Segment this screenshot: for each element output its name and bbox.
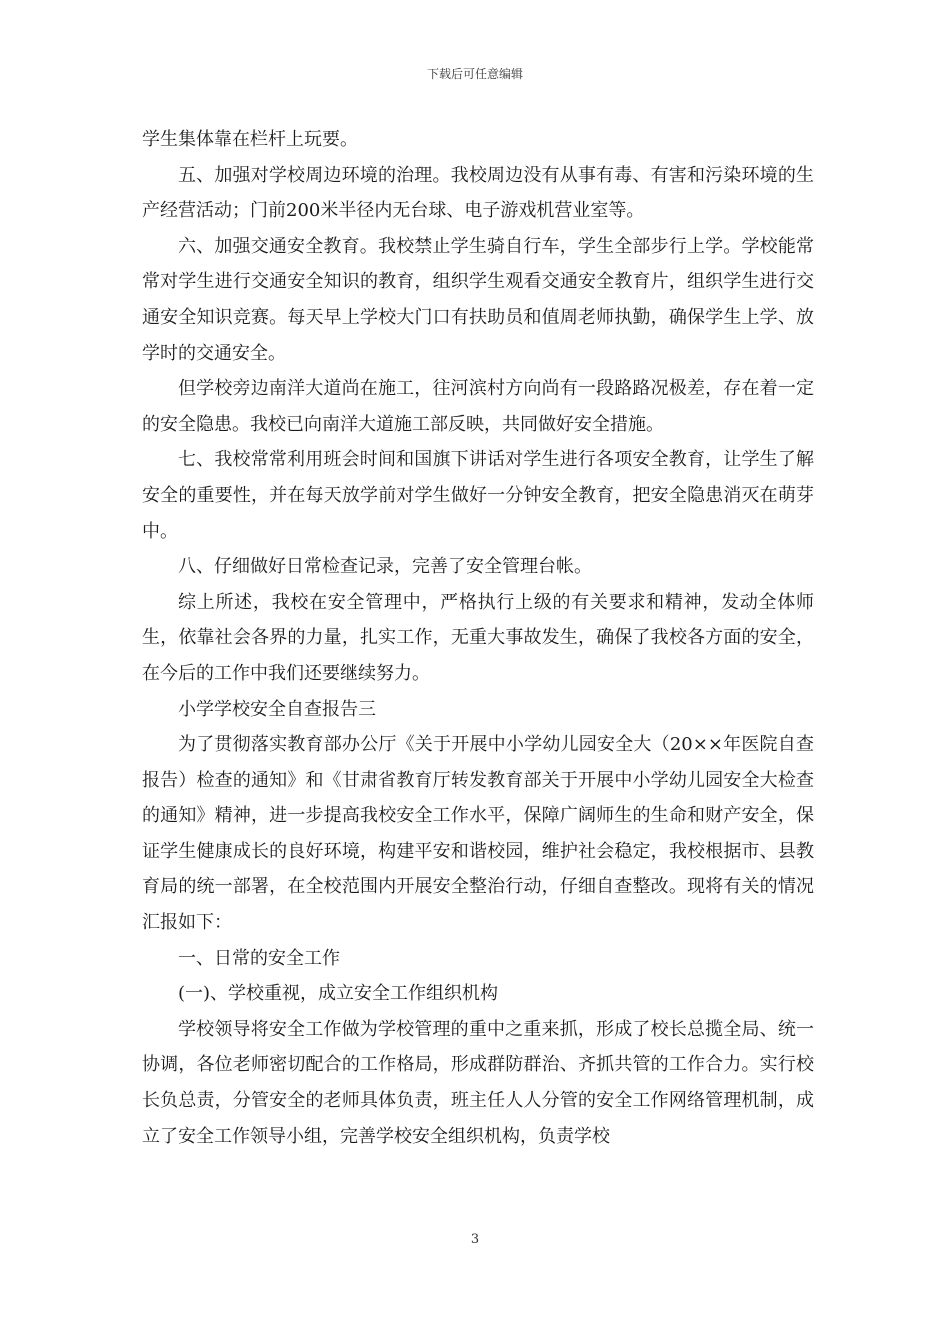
page-header-note: 下载后可任意编辑 — [426, 67, 523, 81]
paragraph-summary: 综上所述，我校在安全管理中，严格执行上级的有关要求和精神，发动全体师生，依靠社会各界的力量，扎实工作，无重大事故发生，确保了我校各方面的安全，在今后的工作中我们还要继续努力。 — [142, 591, 814, 684]
paragraph-road-hazard: 但学校旁边南洋大道尚在施工，往河滨村方向尚有一段路路况极差，存在着一定的安全隐患。我校已向南洋大道施工部反映，共同做好安全措施。 — [142, 378, 814, 435]
document-body — [142, 122, 814, 1154]
paragraph-item-six: 六、加强交通安全教育。我校禁止学生骑自行车，学生全部步行上学。学校能常常对学生进行交通安全知识的教育，组织学生观看交通安全教育片，组织学生进行交通安全知识竞赛。每天早上学校大门口有扶助员和值周老师执勤，确保学生上学、放学时的交通安全。 — [142, 235, 814, 364]
paragraph-item-seven: 七、我校常常利用班会时间和国旗下讲话对学生进行各项安全教育，让学生了解安全的重要性，并在每天放学前对学生做好一分钟安全教育，把安全隐患消灭在萌芽中。 — [142, 449, 814, 542]
paragraph-item-eight: 八、仔细做好日常检查记录，完善了安全管理台帐。 — [178, 556, 592, 578]
section-heading-daily-safety: 一、日常的安全工作 — [178, 947, 340, 969]
paragraph-leadership: 学校领导将安全工作做为学校管理的重中之重来抓，形成了校长总揽全局、统一协调，各位老师密切配合的工作格局，形成群防群治、齐抓共管的工作合力。实行校长负总责，分管安全的老师具体负责，班主任人人分管的安全工作网络管理机制，成立了安全工作领导小组，完善学校安全组织机构，负责学校 — [142, 1018, 814, 1147]
report-three-title: 小学学校安全自查报告三 — [178, 698, 376, 720]
page-number: 3 — [470, 1232, 480, 1247]
paragraph-report-intro: 为了贯彻落实教育部办公厅《关于开展中小学幼儿园安全大（20××年医院自查报告）检查的通知》和《甘肃省教育厅转发教育部关于开展中小学幼儿园安全大检查的通知》精神，进一步提高我校安全工作水平，保障广阔师生的生命和财产安全，保证学生健康成长的良好环境，构建平安和谐校园，维护社会稳定，我校根据市、县教育局的统一部署，在全校范围内开展安全整治行动，仔细自查整改。现将有关的情况汇报如下： — [142, 734, 814, 934]
subsection-heading-organization: (一)、学校重视，成立安全工作组织机构 — [178, 983, 499, 1005]
paragraph-item-five: 五、加强对学校周边环境的治理。我校周边没有从事有毒、有害和污染环境的生产经营活动；门前200米半径内无台球、电子游戏机营业室等。 — [142, 164, 814, 222]
paragraph-continuation: 学生集体靠在栏杆上玩要。 — [142, 129, 358, 150]
